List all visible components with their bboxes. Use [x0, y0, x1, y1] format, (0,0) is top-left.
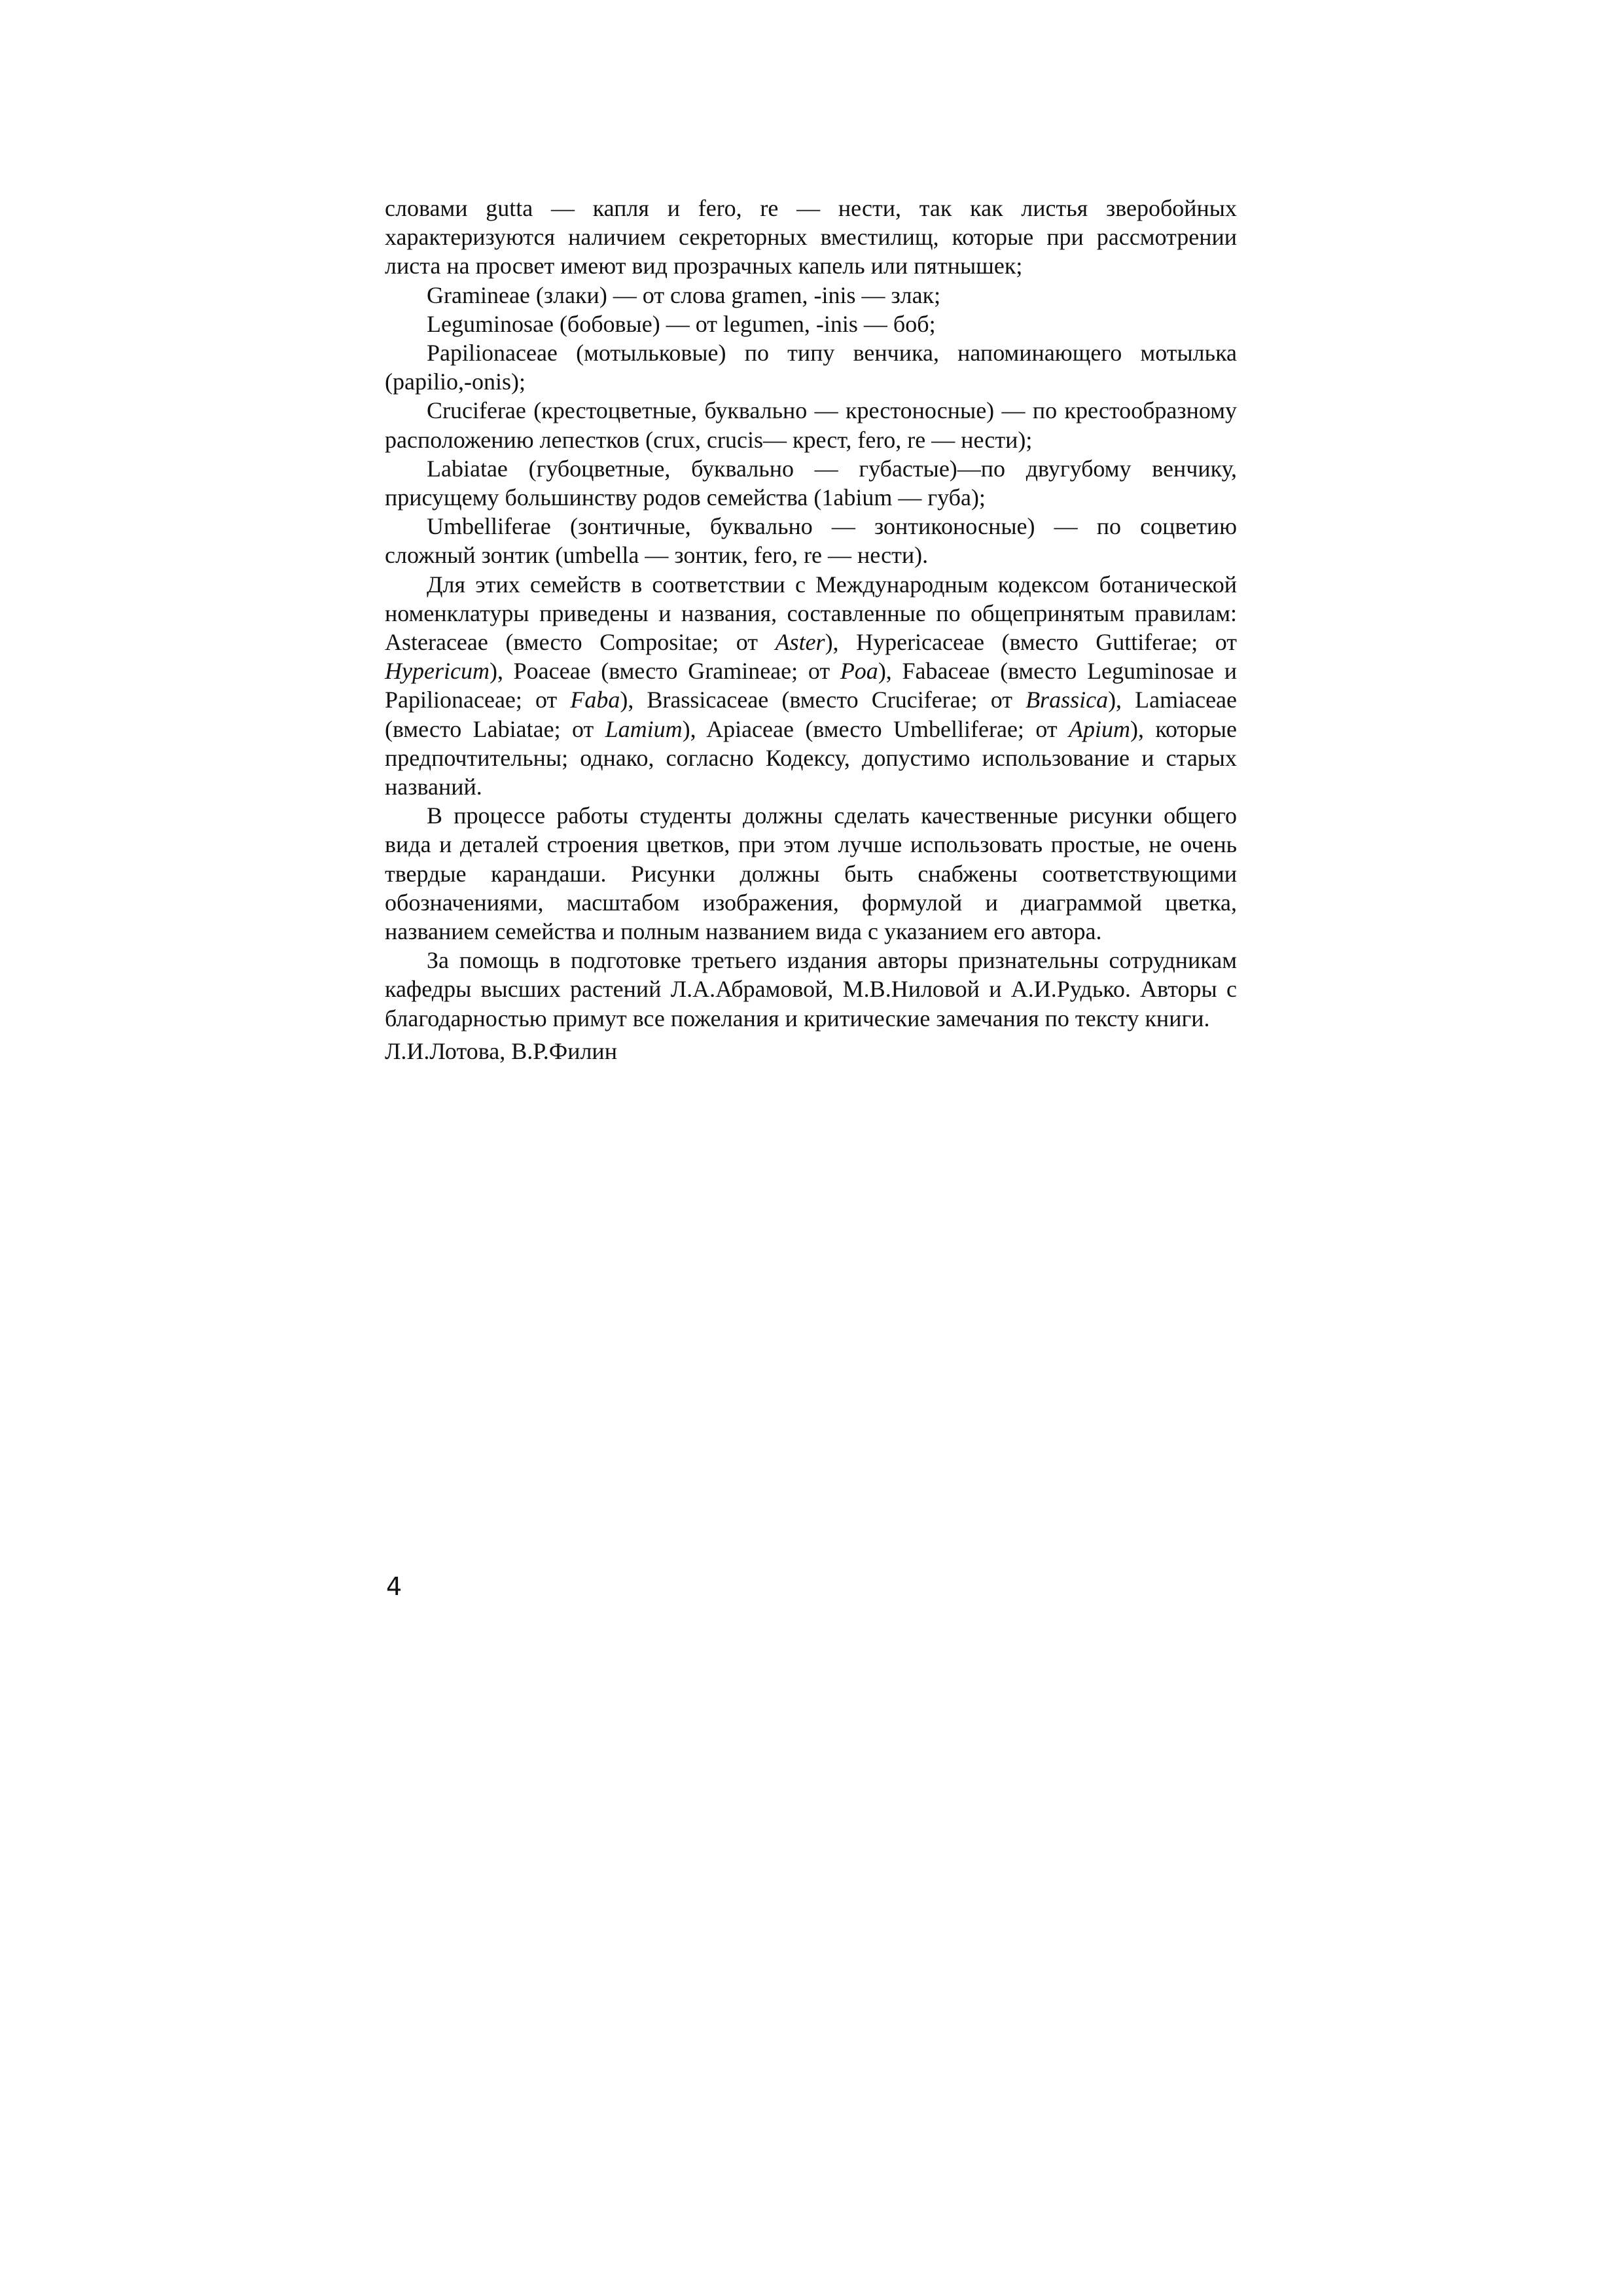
italic-genus: Poa — [840, 658, 878, 685]
paragraph-gramineae: Gramineae (злаки) — от слова gramen, -inis — злак; — [427, 281, 941, 308]
paragraph-umbelliferae: Umbelliferae (зонтичные, буквально — зонтиконосные) — по соцветию сложный зонтик (umbella — зонтик, fero, re — нести). — [385, 513, 1237, 569]
italic-genus: Lamium — [605, 715, 683, 742]
paragraph-drawings: В процессе работы студенты должны сделать качественные рисунки общего вида и деталей строения цветков, при этом лучше использовать простые, не очень твердые карандаши. Рисунки должны быть снабжены соответствующими обозначениями, масштабом изображения, формулой и диаграммой цветка, названием семейства и полным названием вида с указанием его автора. — [385, 802, 1237, 945]
paragraph-acknowledgements: За помощь в подготовке третьего издания авторы признательны сотрудникам кафедры высших растений Л.А.Абрамовой, М.В.Ниловой и А.И.Рудько. Авторы с благодарностью примут все пожелания и критические замечания по тексту книги. — [385, 947, 1237, 1031]
paragraph-cruciferae: Cruciferae (крестоцветные, буквально — крестоносные) — по крестообразному расположению лепестков (crux, crucis— крест, fero, re — нести); — [385, 397, 1237, 453]
text-run: ), которые предпочтительны; однако, согласно Кодексу, допустимо использование и старых названий. — [385, 715, 1237, 800]
author-signature: Л.И.Лотова, В.Р.Филин — [385, 1037, 617, 1064]
text-run: ), Hypericaceae (вместо Guttiferae; от — [825, 629, 1237, 656]
text-run: ), Lamiaceae (вместо Labiatae; от — [385, 687, 1238, 742]
italic-genus: Aster — [775, 629, 825, 656]
text-run: ), Apiaceae (вместо Umbelliferae; от — [682, 715, 1069, 742]
body-text — [385, 194, 1237, 1066]
text-run: Для этих семейств в соответствии с Международным кодексом ботанической номенклатуры приведены и названия, составленные по общепринятым правилам: Asteraceae (вместо Compositae; от — [385, 571, 1237, 656]
page-number: 4 — [386, 1572, 402, 1601]
paragraph-gutta: словами gutta — капля и fero, re — нести, так как листья зверобойных характеризуются наличием секреторных вместилищ, которые при рассмотрении листа на просвет имеют вид прозрачных капель или пятнышек; — [385, 195, 1237, 279]
italic-genus: Brassica — [1026, 687, 1109, 713]
text-run: ), Poaceae (вместо Gramineae; от — [489, 658, 840, 685]
paragraph-labiatae: Labiatae (губоцветные, буквально — губастые)—по двугубому венчику, присущему большинству родов семейства (1abium — губа); — [385, 455, 1237, 511]
text-run: ), Brassicaceae (вместо Cruciferae; от — [620, 687, 1026, 713]
italic-genus: Faba — [570, 687, 620, 713]
paragraph-leguminosae: Leguminosae (бобовые) — от legumen, -inis — боб; — [427, 310, 936, 337]
paragraph-papilionaceae: Papilionaceae (мотыльковые) по типу венчика, напоминающего мотылька (papilio,-onis); — [385, 340, 1237, 395]
text-run: ), Fabaceae (вместо Leguminosae и Papilionaceae; от — [385, 658, 1237, 713]
italic-genus: Apium — [1068, 715, 1130, 742]
paragraph-nomenclature — [385, 570, 1237, 802]
italic-genus: Hypericum — [385, 658, 490, 685]
